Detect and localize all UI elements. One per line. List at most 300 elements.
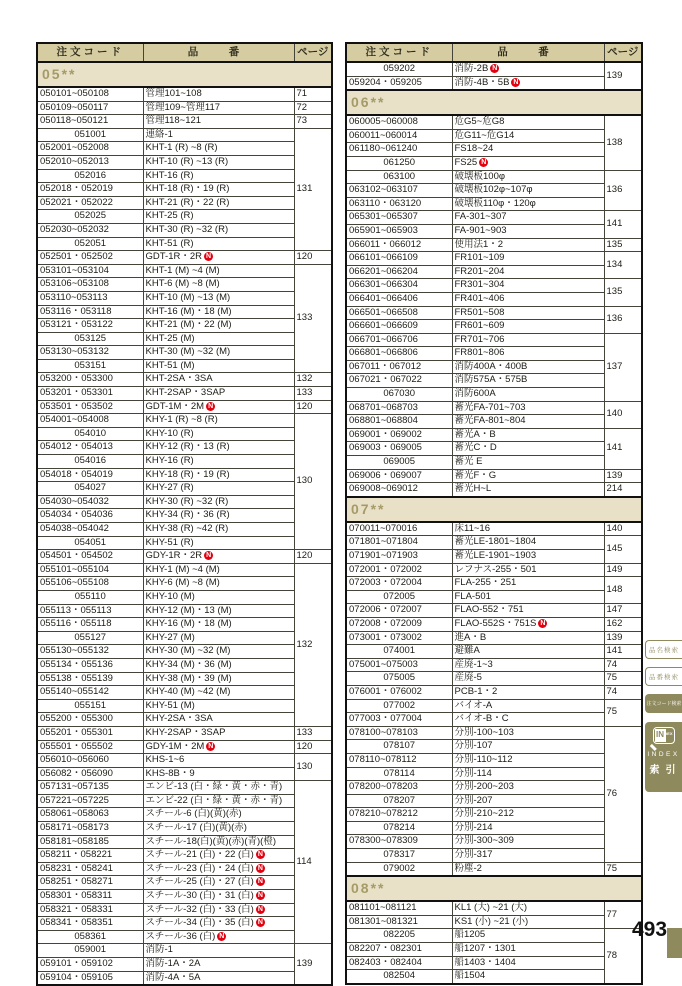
page-cell: 133 bbox=[294, 726, 332, 740]
page-cell: 139 bbox=[604, 631, 642, 645]
item-number-cell: 破壊板100φ bbox=[452, 170, 604, 184]
item-number-cell: 蓄光FA-701~703 bbox=[452, 401, 604, 415]
table-row bbox=[37, 590, 332, 604]
order-code-cell: 074001 bbox=[346, 645, 452, 659]
new-mark-icon: N bbox=[257, 919, 263, 927]
table-row bbox=[346, 320, 642, 334]
table-row bbox=[37, 876, 332, 890]
table-row bbox=[37, 495, 332, 509]
table-row bbox=[37, 713, 332, 727]
column-header-item-number: 品 番 bbox=[452, 43, 604, 62]
order-code-cell: 058061~058063 bbox=[37, 808, 143, 822]
page-cell: 134 bbox=[604, 252, 642, 279]
order-code-cell: 054034・054036 bbox=[37, 509, 143, 523]
new-mark-icon: N bbox=[257, 892, 263, 900]
item-number-cell: 分別-210~212 bbox=[452, 808, 604, 822]
order-code-cell: 072005 bbox=[346, 590, 452, 604]
item-number-cell: 蓄光H~L bbox=[452, 483, 604, 497]
table-row bbox=[37, 115, 332, 129]
page-cell: 73 bbox=[294, 115, 332, 129]
order-code-cell: 054018・054019 bbox=[37, 468, 143, 482]
table-row bbox=[346, 265, 642, 279]
table-row bbox=[37, 319, 332, 333]
order-code-cell: 052030~052032 bbox=[37, 223, 143, 237]
table-row bbox=[346, 428, 642, 442]
page-cell: 141 bbox=[604, 428, 642, 469]
order-code-cell: 066801~066806 bbox=[346, 347, 452, 361]
page-cell: 72 bbox=[294, 101, 332, 115]
order-code-cell: 078207 bbox=[346, 794, 452, 808]
item-number-cell: KHS-1~6 bbox=[143, 754, 294, 768]
table-row bbox=[346, 658, 642, 672]
item-number-cell: 蓄光C・D bbox=[452, 442, 604, 456]
page-cell: 135 bbox=[604, 279, 642, 306]
order-code-cell: 077003・077004 bbox=[346, 713, 452, 727]
new-mark-icon: N bbox=[492, 65, 498, 72]
new-mark-icon: N bbox=[205, 253, 212, 261]
table-row bbox=[346, 197, 642, 211]
item-number-cell: KHY-6 (M) ~8 (M) bbox=[143, 577, 294, 591]
table-row bbox=[37, 196, 332, 210]
table-row bbox=[346, 740, 642, 754]
column-header-page: ページ bbox=[294, 43, 332, 62]
table-row bbox=[346, 699, 642, 713]
page-cell: 137 bbox=[604, 333, 642, 401]
order-code-cell: 055113・055113 bbox=[37, 604, 143, 618]
new-mark-icon: N bbox=[208, 742, 214, 750]
page-cell: 147 bbox=[604, 604, 642, 618]
page-cell: 75 bbox=[604, 672, 642, 686]
item-number-cell: 破壊板102φ~107φ bbox=[452, 184, 604, 198]
item-number-cell: GDT-1R・2R N bbox=[143, 251, 294, 265]
order-code-cell: 063110・063120 bbox=[346, 197, 452, 211]
table-row bbox=[346, 360, 642, 374]
table-row bbox=[37, 822, 332, 836]
index-tab[interactable] bbox=[645, 722, 682, 792]
table-row bbox=[346, 794, 642, 808]
item-number-cell: 分別-110~112 bbox=[452, 753, 604, 767]
item-number-cell: KHT-16 (R) bbox=[143, 169, 294, 183]
table-row bbox=[37, 509, 332, 523]
item-number-cell: KHT-1 (M) ~4 (M) bbox=[143, 264, 294, 278]
table-row bbox=[346, 590, 642, 604]
item-number-cell: KHT-2SAP・3SAP bbox=[143, 387, 294, 401]
page-corner-tab bbox=[667, 928, 682, 958]
item-number-cell: FR701~706 bbox=[452, 333, 604, 347]
order-code-cell: 078107 bbox=[346, 740, 452, 754]
order-code-cell: 058181~058185 bbox=[37, 835, 143, 849]
order-code-cell: 055140~055142 bbox=[37, 686, 143, 700]
item-number-cell: 蓄光 E bbox=[452, 456, 604, 470]
item-number-cell: KHY-34 (M)・36 (M) bbox=[143, 658, 294, 672]
order-code-cell: 076001・076002 bbox=[346, 685, 452, 699]
order-code-cell: 078214 bbox=[346, 821, 452, 835]
item-number-cell: FR601~609 bbox=[452, 320, 604, 334]
table-row bbox=[37, 835, 332, 849]
item-number-cell: 船1205 bbox=[452, 929, 604, 943]
item-number-cell: GDY-1R・2R N bbox=[143, 550, 294, 564]
tab-item-name-search[interactable]: 品名検索 bbox=[645, 640, 682, 659]
item-number-cell: FLAO-552S・751S N bbox=[452, 617, 604, 631]
table-row bbox=[346, 550, 642, 564]
item-number-cell: 蓄光A・B bbox=[452, 428, 604, 442]
table-row bbox=[37, 455, 332, 469]
item-number-cell: KHY-38 (M)・39 (M) bbox=[143, 672, 294, 686]
new-mark-icon: N bbox=[513, 78, 519, 86]
new-mark-icon: N bbox=[481, 158, 487, 166]
item-number-cell: スチール-25 (白)・27 (白) N bbox=[143, 876, 294, 890]
table-row bbox=[346, 713, 642, 727]
table-row bbox=[37, 101, 332, 115]
order-code-cell: 067021・067022 bbox=[346, 374, 452, 388]
table-row bbox=[346, 915, 642, 929]
order-code-cell: 053501・053502 bbox=[37, 400, 143, 414]
item-number-cell: KHT-10 (M) ~13 (M) bbox=[143, 291, 294, 305]
table-row bbox=[346, 469, 642, 483]
table-row bbox=[37, 128, 332, 142]
item-number-cell: KHY-40 (M) ~42 (M) bbox=[143, 686, 294, 700]
table-row bbox=[346, 604, 642, 618]
table-row bbox=[37, 278, 332, 292]
page-cell: 74 bbox=[604, 658, 642, 672]
order-code-cell: 061250 bbox=[346, 156, 452, 170]
item-number-cell: KHY-30 (R) ~32 (R) bbox=[143, 495, 294, 509]
item-number-cell: 管理118~121 bbox=[143, 115, 294, 129]
table-row bbox=[346, 617, 642, 631]
item-number-cell: 消防-4B・5B N bbox=[452, 76, 604, 90]
page-cell: 140 bbox=[604, 522, 642, 536]
order-code-cell: 055106~055108 bbox=[37, 577, 143, 591]
item-number-cell: 分別-100~103 bbox=[452, 726, 604, 740]
page-cell: 120 bbox=[294, 251, 332, 265]
item-number-cell: 分別-214 bbox=[452, 821, 604, 835]
item-number-cell: KHT-6 (M) ~8 (M) bbox=[143, 278, 294, 292]
order-code-cell: 082504 bbox=[346, 970, 452, 984]
order-code-cell: 059104・059105 bbox=[37, 971, 143, 985]
item-number-cell: 蓄光F・G bbox=[452, 469, 604, 483]
item-number-cell: KHS-8B・9 bbox=[143, 767, 294, 781]
order-code-cell: 082207・082301 bbox=[346, 943, 452, 957]
table-row bbox=[346, 279, 642, 293]
table-row bbox=[37, 387, 332, 401]
order-code-cell: 053130~053132 bbox=[37, 346, 143, 360]
order-code-cell: 058211・058221 bbox=[37, 849, 143, 863]
page-cell: 114 bbox=[294, 781, 332, 944]
order-code-cell: 055151 bbox=[37, 699, 143, 713]
page-cell: 141 bbox=[604, 645, 642, 659]
page-cell: 120 bbox=[294, 400, 332, 414]
item-number-cell: 危G5~危G8 bbox=[452, 115, 604, 129]
order-code-cell: 053116・053118 bbox=[37, 305, 143, 319]
table-row bbox=[37, 264, 332, 278]
table-row bbox=[346, 753, 642, 767]
table-row bbox=[346, 143, 642, 157]
item-number-cell: スチール-23 (白)・24 (白) N bbox=[143, 862, 294, 876]
item-number-cell: KHY-38 (R) ~42 (R) bbox=[143, 523, 294, 537]
table-row bbox=[346, 76, 642, 90]
order-code-cell: 055501・055502 bbox=[37, 740, 143, 754]
order-code-cell: 061180~061240 bbox=[346, 143, 452, 157]
page-cell: 75 bbox=[604, 699, 642, 726]
table-row bbox=[37, 550, 332, 564]
table-row bbox=[346, 170, 642, 184]
new-mark-icon: N bbox=[206, 552, 212, 560]
page-cell: 139 bbox=[604, 469, 642, 483]
order-code-cell: 079002 bbox=[346, 862, 452, 876]
index-logo-dex: DEX bbox=[664, 731, 673, 736]
table-row bbox=[37, 523, 332, 537]
item-number-cell: 消防-1A・2A bbox=[143, 958, 294, 972]
page-cell: 130 bbox=[294, 414, 332, 550]
column-header-row bbox=[37, 43, 332, 62]
item-number-cell: KHY-51 (R) bbox=[143, 536, 294, 550]
item-number-cell: KHT-25 (R) bbox=[143, 210, 294, 224]
item-number-cell: 産廃-5 bbox=[452, 672, 604, 686]
item-number-cell: 分別-300~309 bbox=[452, 835, 604, 849]
table-row bbox=[37, 183, 332, 197]
order-code-cell: 053125 bbox=[37, 332, 143, 346]
order-code-cell: 059001 bbox=[37, 944, 143, 958]
page-cell: 136 bbox=[604, 170, 642, 211]
item-number-cell: 管理109~管理117 bbox=[143, 101, 294, 115]
column-header-page: ページ bbox=[604, 43, 642, 62]
item-number-cell: KHY-18 (R)・19 (R) bbox=[143, 468, 294, 482]
item-number-cell: FR401~406 bbox=[452, 292, 604, 306]
table-row bbox=[37, 359, 332, 373]
order-code-cell: 058231・058241 bbox=[37, 862, 143, 876]
item-number-cell: 粉塵-2 bbox=[452, 862, 604, 876]
item-number-cell: 消防575A・575B bbox=[452, 374, 604, 388]
item-number-cell: 消防400A・400B bbox=[452, 360, 604, 374]
table-row bbox=[37, 930, 332, 944]
page-cell: 148 bbox=[604, 577, 642, 604]
order-code-cell: 054038~054042 bbox=[37, 523, 143, 537]
order-code-cell: 071801~071804 bbox=[346, 536, 452, 550]
order-code-cell: 075005 bbox=[346, 672, 452, 686]
order-code-cell: 054001~054008 bbox=[37, 414, 143, 428]
table-row bbox=[37, 740, 332, 754]
page-cell: 120 bbox=[294, 740, 332, 754]
section-header-label: 08** bbox=[346, 876, 642, 901]
item-number-cell: 船1504 bbox=[452, 970, 604, 984]
item-number-cell: FR101~109 bbox=[452, 252, 604, 266]
table-row bbox=[37, 849, 332, 863]
table-row bbox=[37, 618, 332, 632]
table-row bbox=[37, 441, 332, 455]
table-row bbox=[346, 862, 642, 876]
page-cell: 132 bbox=[294, 563, 332, 726]
page-cell: 136 bbox=[604, 306, 642, 333]
table-row bbox=[37, 536, 332, 550]
item-number-cell: KHY-10 (R) bbox=[143, 427, 294, 441]
page-cell: 133 bbox=[294, 264, 332, 373]
order-code-cell: 066601~066609 bbox=[346, 320, 452, 334]
order-code-cell: 069005 bbox=[346, 456, 452, 470]
order-code-cell: 071901~071903 bbox=[346, 550, 452, 564]
table-row bbox=[37, 427, 332, 441]
page-cell: 140 bbox=[604, 401, 642, 428]
item-number-cell: 消防-4A・5A bbox=[143, 971, 294, 985]
table-row bbox=[346, 767, 642, 781]
catalog-table-left bbox=[36, 42, 333, 986]
order-code-cell: 063100 bbox=[346, 170, 452, 184]
page-cell: 162 bbox=[604, 617, 642, 631]
section-header-label: 05** bbox=[37, 62, 332, 87]
item-number-cell: PCB-1・2 bbox=[452, 685, 604, 699]
item-number-cell: KHY-16 (M)・18 (M) bbox=[143, 618, 294, 632]
table-row bbox=[37, 686, 332, 700]
table-row bbox=[37, 917, 332, 931]
order-code-cell: 078317 bbox=[346, 849, 452, 863]
order-code-cell: 066401~066406 bbox=[346, 292, 452, 306]
table-row bbox=[37, 237, 332, 251]
table-row bbox=[346, 943, 642, 957]
item-number-cell: 分別-107 bbox=[452, 740, 604, 754]
order-code-cell: 078110~078112 bbox=[346, 753, 452, 767]
order-code-cell: 069003・069005 bbox=[346, 442, 452, 456]
order-code-cell: 078114 bbox=[346, 767, 452, 781]
table-row bbox=[346, 252, 642, 266]
item-number-cell: KHT-25 (M) bbox=[143, 332, 294, 346]
order-code-cell: 066101~066109 bbox=[346, 252, 452, 266]
order-code-cell: 067030 bbox=[346, 388, 452, 402]
item-number-cell: KHT-51 (M) bbox=[143, 359, 294, 373]
order-code-cell: 066301~066304 bbox=[346, 279, 452, 293]
order-code-cell: 078200~078203 bbox=[346, 781, 452, 795]
table-row bbox=[346, 929, 642, 943]
table-row bbox=[37, 291, 332, 305]
order-code-cell: 057131~057135 bbox=[37, 781, 143, 795]
item-number-cell: KHT-21 (M)・22 (M) bbox=[143, 319, 294, 333]
order-code-cell: 075001~075003 bbox=[346, 658, 452, 672]
order-code-cell: 058341・058351 bbox=[37, 917, 143, 931]
order-code-cell: 066701~066706 bbox=[346, 333, 452, 347]
item-number-cell: KHT-10 (R) ~13 (R) bbox=[143, 155, 294, 169]
item-number-cell: 管理101~108 bbox=[143, 87, 294, 101]
order-code-cell: 072008・072009 bbox=[346, 617, 452, 631]
item-number-cell: バイオ-B・C bbox=[452, 713, 604, 727]
table-row bbox=[37, 862, 332, 876]
order-code-cell: 066011・066012 bbox=[346, 238, 452, 252]
item-number-cell: 連絡-1 bbox=[143, 128, 294, 142]
item-number-cell: KHY-2SA・3SA bbox=[143, 713, 294, 727]
order-code-cell: 073001・073002 bbox=[346, 631, 452, 645]
column-header-order-code: 注文コード bbox=[37, 43, 143, 62]
item-number-cell: FR301~304 bbox=[452, 279, 604, 293]
item-number-cell: KHT-51 (R) bbox=[143, 237, 294, 251]
order-code-cell: 055130~055132 bbox=[37, 645, 143, 659]
table-row bbox=[346, 631, 642, 645]
order-code-cell: 053110~053113 bbox=[37, 291, 143, 305]
table-row bbox=[346, 522, 642, 536]
item-number-cell: KHT-30 (R) ~32 (R) bbox=[143, 223, 294, 237]
page-cell: 145 bbox=[604, 536, 642, 563]
item-number-cell: KHT-18 (R)・19 (R) bbox=[143, 183, 294, 197]
page-cell: 149 bbox=[604, 563, 642, 577]
order-code-cell: 055101~055104 bbox=[37, 563, 143, 577]
order-code-cell: 069008~069012 bbox=[346, 483, 452, 497]
order-code-cell: 054027 bbox=[37, 482, 143, 496]
table-row bbox=[346, 956, 642, 970]
order-code-cell: 077002 bbox=[346, 699, 452, 713]
table-row bbox=[37, 781, 332, 795]
page-cell: 78 bbox=[604, 929, 642, 984]
item-number-cell: 消防600A bbox=[452, 388, 604, 402]
item-number-cell: スチール-32 (白)・33 (白) N bbox=[143, 903, 294, 917]
order-code-cell: 050109~050117 bbox=[37, 101, 143, 115]
order-code-cell: 066501~066508 bbox=[346, 306, 452, 320]
table-row bbox=[346, 156, 642, 170]
order-code-cell: 059204・059205 bbox=[346, 76, 452, 90]
index-logo-icon bbox=[653, 727, 675, 744]
table-row bbox=[346, 115, 642, 129]
page-cell: 132 bbox=[294, 373, 332, 387]
order-code-cell: 052021・052022 bbox=[37, 196, 143, 210]
order-code-cell: 052501・052502 bbox=[37, 251, 143, 265]
table-row bbox=[346, 645, 642, 659]
order-code-cell: 070011~070016 bbox=[346, 522, 452, 536]
table-row bbox=[37, 169, 332, 183]
page-cell: 138 bbox=[604, 115, 642, 170]
order-code-cell: 078100~078103 bbox=[346, 726, 452, 740]
order-code-cell: 060011~060014 bbox=[346, 129, 452, 143]
table-row bbox=[346, 563, 642, 577]
table-row bbox=[37, 903, 332, 917]
table-row bbox=[346, 238, 642, 252]
order-code-cell: 058301・058311 bbox=[37, 890, 143, 904]
page-cell: 74 bbox=[604, 685, 642, 699]
table-row bbox=[37, 332, 332, 346]
tab-order-code-search[interactable]: 注文コード検索 bbox=[645, 694, 682, 713]
table-row bbox=[346, 388, 642, 402]
table-row bbox=[37, 971, 332, 985]
order-code-cell: 051001 bbox=[37, 128, 143, 142]
column-header-row bbox=[346, 43, 642, 62]
item-number-cell: FS25 N bbox=[452, 156, 604, 170]
magnifier-handle-icon bbox=[650, 743, 657, 750]
item-number-cell: FLA-501 bbox=[452, 590, 604, 604]
table-row bbox=[346, 129, 642, 143]
catalog-table-right bbox=[345, 42, 643, 985]
order-code-cell: 052010~052013 bbox=[37, 155, 143, 169]
page-cell: 131 bbox=[294, 128, 332, 250]
item-number-cell: スチール-21 (白)・22 (白) N bbox=[143, 849, 294, 863]
page-number: 493 bbox=[632, 918, 668, 941]
item-number-cell: バイオ-A bbox=[452, 699, 604, 713]
tab-item-number-search[interactable]: 品番検索 bbox=[645, 667, 682, 686]
table-row bbox=[346, 685, 642, 699]
index-logo-in: IN bbox=[655, 729, 666, 742]
item-number-cell: FR501~508 bbox=[452, 306, 604, 320]
order-code-cell: 067011・067012 bbox=[346, 360, 452, 374]
table-row bbox=[37, 699, 332, 713]
item-number-cell: 避難A bbox=[452, 645, 604, 659]
table-row bbox=[346, 347, 642, 361]
item-number-cell: 分別-200~203 bbox=[452, 781, 604, 795]
item-number-cell: 進A・B bbox=[452, 631, 604, 645]
item-number-cell: GDY-1M・2M N bbox=[143, 740, 294, 754]
table-row bbox=[37, 767, 332, 781]
order-code-cell: 054016 bbox=[37, 455, 143, 469]
item-number-cell: KHY-2SAP・3SAP bbox=[143, 726, 294, 740]
order-code-cell: 078300~078309 bbox=[346, 835, 452, 849]
table-row bbox=[37, 305, 332, 319]
table-row bbox=[346, 849, 642, 863]
item-number-cell: 床11~16 bbox=[452, 522, 604, 536]
order-code-cell: 082205 bbox=[346, 929, 452, 943]
item-number-cell: KHY-27 (R) bbox=[143, 482, 294, 496]
order-code-cell: 055138・055139 bbox=[37, 672, 143, 686]
